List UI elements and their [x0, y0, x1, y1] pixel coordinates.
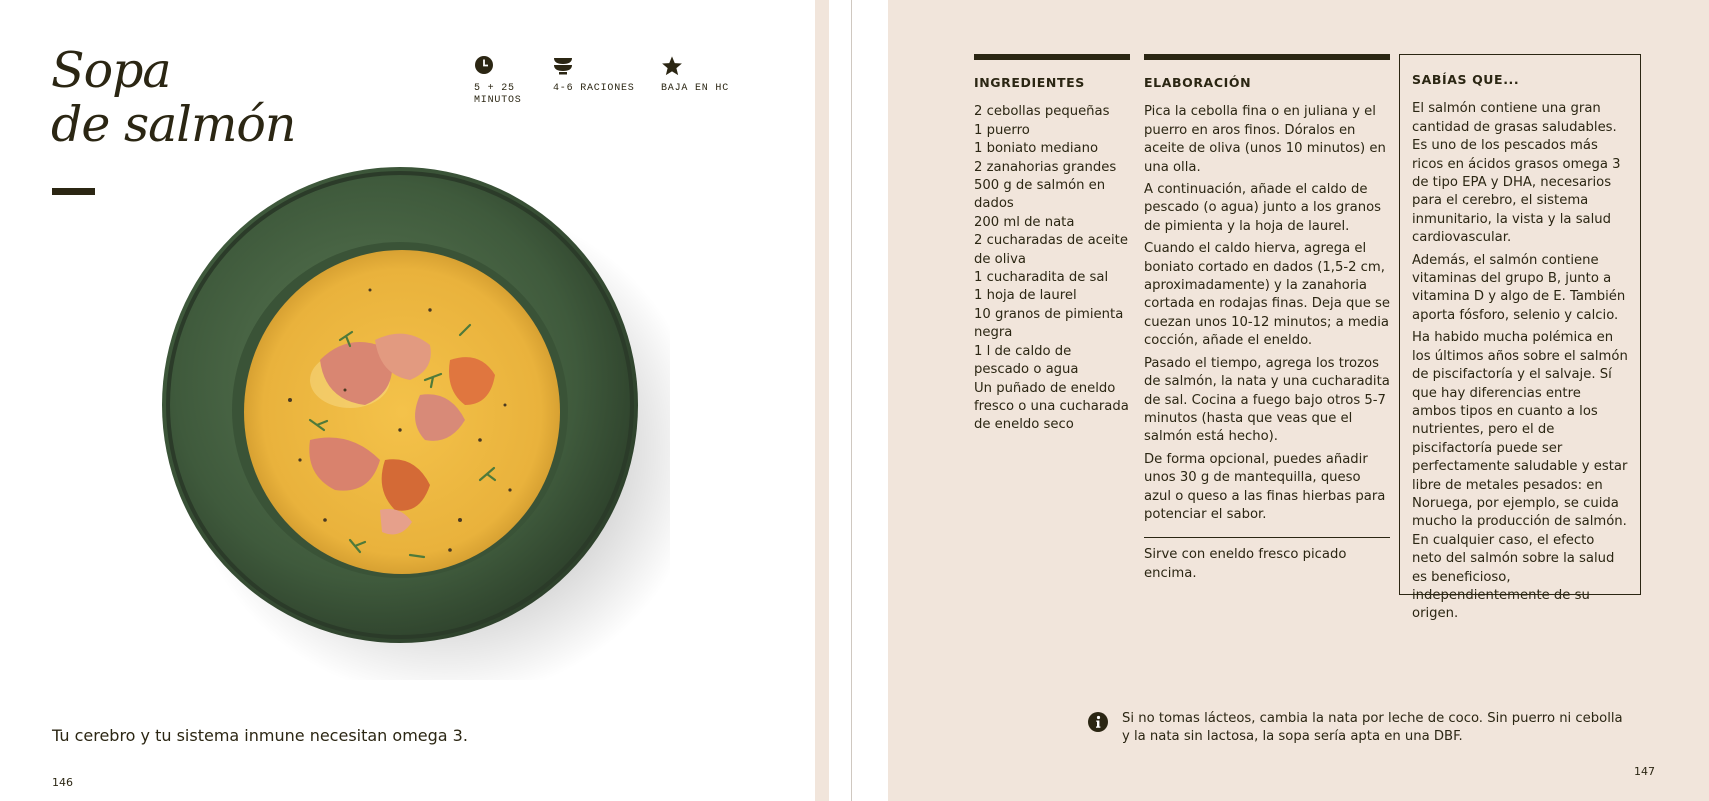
- elaboration-column: [1144, 54, 1390, 587]
- gutter-line: [851, 0, 852, 801]
- ingredient-item: 1 puerro: [974, 122, 1030, 138]
- elaboration-divider: [1144, 537, 1390, 538]
- meta-servings: [553, 55, 653, 95]
- ingredient-item: 10 granos de pimienta negra: [974, 306, 1124, 341]
- did-you-know-paragraph: Ha habido mucha polémica en los últimos años sobre el salmón de piscifactoría y el salvaje. Sí que hay diferencias entre ambos tipos en cuanto a los nutrientes, pero el de piscifactoría puede ser perfectamente saludable y estar libre de metales pesados: en Noruega, por ejemplo, se cuida mucho la producción de salmón. En cualquier caso, el efecto neto del salmón sobre la salud es beneficioso, independientemente de su origen.: [1412, 330, 1628, 622]
- recipe-title-line2: de salmón: [51, 96, 296, 153]
- ingredients-bar: [974, 54, 1130, 60]
- ingredients-heading: INGREDIENTES: [974, 75, 1085, 90]
- ingredient-item: 1 hoja de laurel: [974, 288, 1077, 304]
- dietary-note: [1110, 710, 1630, 747]
- elaboration-bar: [1144, 54, 1390, 60]
- meta-low-carb-label: BAJA EN HC: [661, 83, 730, 94]
- recipe-title: [51, 44, 296, 152]
- ingredient-item: 1 l de caldo de pescado o agua: [974, 343, 1079, 378]
- ingredients-column: [974, 54, 1130, 435]
- info-icon: [1088, 712, 1108, 732]
- elaboration-heading: ELABORACIÓN: [1144, 75, 1252, 90]
- page-number-left: 146: [52, 776, 73, 789]
- meta-low-carb: [661, 55, 761, 95]
- meta-time: [474, 55, 544, 107]
- elaboration-step: De forma opcional, puedes añadir unos 30 g de mantequilla, queso azul o queso a las finas hierbas para potenciar el sabor.: [1144, 451, 1386, 522]
- elaboration-step: Pasado el tiempo, agrega los trozos de salmón, la nata y una cucharadita de sal. Cocina a fuego bajo otros 5-7 minutos (hasta que veas que el salmón está hecho).: [1144, 355, 1390, 445]
- did-you-know-paragraph: El salmón contiene una gran cantidad de grasas saludables. Es uno de los pescados más ricos en ácidos grasos omega 3 de tipo EPA y DHA, necesarios para el cerebro, el sistema inmunitario, la vista y la salud cardiovascular.: [1412, 101, 1621, 246]
- ingredient-item: 200 ml de nata: [974, 214, 1075, 230]
- ingredients-list: [974, 103, 1130, 434]
- ingredient-item: 500 g de salmón en dados: [974, 178, 1106, 212]
- title-rule: [52, 188, 95, 195]
- ingredient-item: 1 cucharadita de sal: [974, 270, 1109, 286]
- ingredient-item: 2 zanahorias grandes: [974, 159, 1117, 175]
- salmon-soup-photo: [150, 160, 670, 680]
- book-gutter: [829, 0, 888, 801]
- bowls-icon: [553, 55, 653, 77]
- ingredient-item: 1 boniato mediano: [974, 141, 1099, 157]
- tagline: Tu cerebro y tu sistema inmune necesitan omega 3.: [52, 726, 468, 745]
- right-page: [888, 0, 1709, 801]
- did-you-know-box: [1399, 54, 1641, 622]
- left-page: [0, 0, 815, 801]
- meta-time-line1: 5 + 25: [474, 83, 515, 94]
- clock-icon: [474, 55, 544, 77]
- star-icon: [661, 55, 761, 77]
- did-you-know-paragraph: Además, el salmón contiene vitaminas del grupo B, junto a vitamina D y algo de E. También aporta fósforo, selenio y calcio.: [1412, 252, 1626, 323]
- dietary-note-text: Si no tomas lácteos, cambia la nata por leche de coco. Sin puerro ni cebolla y la nata sin lactosa, la sopa sería apta en una DBF.: [1122, 711, 1623, 745]
- ingredient-item: 2 cebollas pequeñas: [974, 104, 1110, 120]
- ingredient-item: 2 cucharadas de aceite de oliva: [974, 233, 1128, 267]
- did-you-know-heading: SABÍAS QUE...: [1412, 72, 1520, 87]
- meta-time-line2: MINUTOS: [474, 95, 522, 106]
- serving-suggestion: Sirve con eneldo fresco picado encima.: [1144, 547, 1347, 581]
- elaboration-step: A continuación, añade el caldo de pescado (o agua) junto a los granos de pimienta y la hoja de laurel.: [1144, 182, 1382, 234]
- recipe-title-line1: Sopa: [51, 42, 171, 99]
- meta-servings-label: 4-6 RACIONES: [553, 83, 635, 94]
- ingredient-item: Un puñado de eneldo fresco o una cucharada de eneldo seco: [974, 380, 1129, 433]
- elaboration-step: Cuando el caldo hierva, agrega el boniato cortado en dados (1,5-2 cm, aproximadamente) y la zanahoria cortada en rodajas finas. Deja que se cuezan unos 10-12 minutos; a media cocción, añade el eneldo.: [1144, 241, 1390, 349]
- page-number-right: 147: [1634, 765, 1655, 778]
- page-edge-strip: [815, 0, 829, 801]
- elaboration-step: Pica la cebolla fina o en juliana y el puerro en aros finos. Dóralos en aceite de oliva (unos 10 minutos) en una olla.: [1144, 104, 1386, 175]
